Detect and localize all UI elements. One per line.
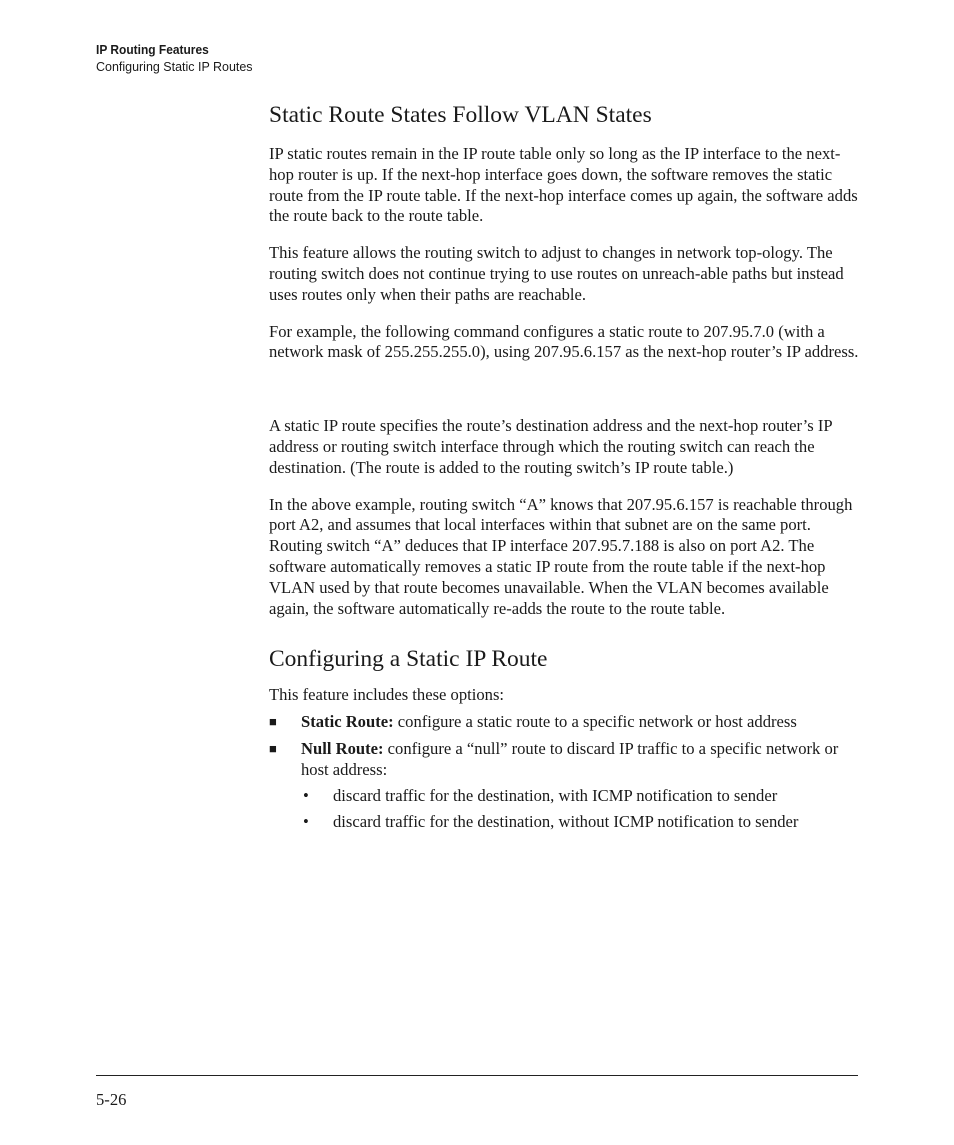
- square-bullet-icon: ■: [269, 714, 277, 730]
- paragraph-example-command: For example, the following command configures a static route to 207.95.7.0 (with a network mask of 255.255.255.0), using 207.95.6.157 as the next-hop router’s IP address.: [269, 321, 859, 362]
- chapter-title: IP Routing Features: [96, 42, 209, 57]
- page-number: 5-26: [96, 1090, 127, 1109]
- sub-list-item: [301, 812, 861, 833]
- round-bullet-icon: •: [303, 785, 309, 805]
- list-item-static-route: [269, 712, 861, 733]
- option-term: Static Route:: [301, 712, 394, 732]
- paragraph-static-route-definition: A static IP route specifies the route’s destination address and the next-hop router’s IP address or routing switch interface through which the routing switch can reach the destination. (The route is added to the routing switch’s IP route table.): [269, 416, 832, 477]
- paragraph-route-table: IP static routes remain in the IP route table only so long as the IP interface to the next-hop router is up. If the next-hop interface goes down, the software removes the static route from the IP route table. If the next-hop interface comes up again, the software adds the route back to the route table.: [269, 144, 858, 226]
- heading-static-route-states: Static Route States Follow VLAN States: [269, 102, 652, 128]
- sub-list-text: discard traffic for the destination, without ICMP notification to sender: [333, 812, 799, 832]
- paragraph-example-explanation: In the above example, routing switch “A” knows that 207.95.6.157 is reachable through port A2, and assumes that local interfaces within that subnet are on the same port. Routing switch “A” deduces that IP interface 207.95.7.188 is also on port A2. The software automatically removes a static IP route from the route table if the next-hop VLAN used by that route becomes unavailable. When the VLAN becomes available again, the software automatically re-adds the route to the route table.: [269, 494, 853, 618]
- footer-divider: [96, 1075, 858, 1076]
- running-header: [96, 41, 259, 75]
- sub-list-item: [301, 786, 861, 807]
- option-description: configure a static route to a specific network or host address: [393, 712, 797, 732]
- round-bullet-icon: •: [303, 812, 309, 832]
- list-item-null-route: [269, 739, 861, 833]
- options-list: [269, 712, 861, 833]
- section-title: Configuring Static IP Routes: [96, 59, 253, 74]
- null-route-suboptions: [301, 786, 861, 834]
- heading-configuring-static-route: Configuring a Static IP Route: [269, 646, 548, 673]
- sub-list-text: discard traffic for the destination, with ICMP notification to sender: [333, 785, 778, 805]
- paragraph-options-intro: This feature includes these options:: [269, 685, 505, 705]
- main-content: [269, 100, 861, 839]
- option-description: configure a “null” route to discard IP traffic to a specific network or host address:: [301, 738, 839, 779]
- square-bullet-icon: ■: [269, 740, 277, 756]
- option-term: Null Route:: [301, 738, 384, 758]
- paragraph-feature-topology: This feature allows the routing switch to adjust to changes in network top-ology. The routing switch does not continue trying to use routes on unreach-able paths but instead uses routes only when their paths are reachable.: [269, 243, 844, 304]
